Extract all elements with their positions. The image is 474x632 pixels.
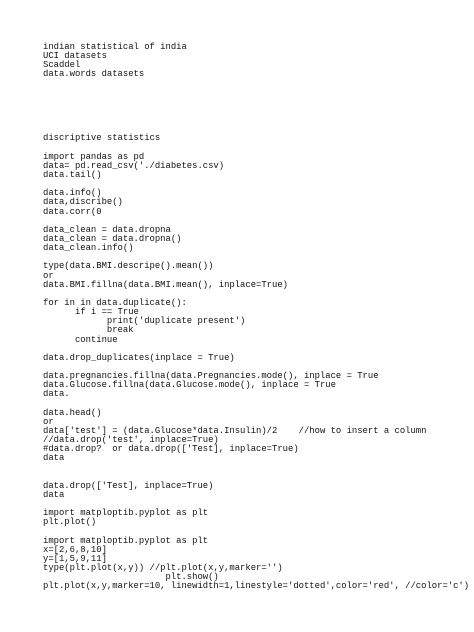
text-line: continue (43, 334, 118, 345)
text-line: data.tail() (43, 169, 102, 180)
text-line: x=[2,6,8,10] (43, 544, 107, 555)
text-line: import matploptib.pyplot as plt (43, 508, 209, 519)
text-line: plt.plot(x,y,marker=10, linewidth=1,linestyle='dotted',color='red', //color='c') (43, 581, 470, 592)
text-line: data['test'] = (data.Glucose*data.Insulin)/2 //how to insert a column (43, 425, 427, 436)
text-line: print('duplicate present') (43, 316, 246, 327)
text-line: data (43, 453, 65, 464)
blank-line (43, 180, 469, 189)
text-line: if i == True (43, 307, 139, 318)
text-line: import matploptib.pyplot as plt (43, 535, 209, 546)
text-line: data.drop_duplicates(inplace = True) (43, 352, 235, 363)
document-text (43, 43, 469, 591)
text-line: data.info() (43, 188, 102, 199)
text-line: plt.plot() (43, 517, 97, 528)
text-line: //data.drop('test', inplace=True) (43, 435, 219, 446)
text-line: data.Glucose.fillna(data.Glucose.mode(), inplace = True (43, 380, 336, 391)
text-line: data.drop(['Test], inplace=True) (43, 480, 214, 491)
text-line: Scaddel (43, 60, 81, 71)
text-line: type(data.BMI.descripe().mean()) (43, 261, 214, 272)
text-line: indian statistical of india (43, 42, 187, 52)
text-line: type(plt.plot(x,y)) //plt.plot(x,y,marker='') (43, 563, 283, 574)
text-line: data (43, 489, 65, 500)
blank-line (43, 98, 469, 107)
text-line: data.head() (43, 407, 102, 418)
text-line: data. (43, 389, 70, 400)
text-line: break (43, 325, 134, 336)
text-line: data_clean = data.dropna (43, 224, 171, 235)
text-line: UCI datasets (43, 51, 107, 62)
blank-line (43, 89, 469, 98)
text-line: data_clean.info() (43, 243, 134, 254)
text-line: discriptive statistics (43, 133, 161, 144)
blank-line (43, 80, 469, 89)
blank-line (43, 116, 469, 125)
text-line: #data.drop? or data.drop(['Test], inplace=True) (43, 444, 299, 455)
blank-line (43, 463, 469, 472)
text-line: data.BMI.fillna(data.BMI.mean(), inplace=True) (43, 279, 288, 290)
text-line: import pandas as pd (43, 151, 145, 162)
text-line: data.words datasets (43, 69, 145, 80)
text-line: y=[1,5,9,11] (43, 553, 107, 564)
text-line: or (43, 270, 54, 281)
text-line: data,discribe() (43, 197, 123, 208)
text-line: data_clean = data.dropna() (43, 233, 182, 244)
text-line: data= pd.read_csv('./diabetes.csv) (43, 160, 225, 171)
text-line: plt.show() (43, 572, 219, 583)
text-line: data.corr(0 (43, 206, 102, 217)
text-line: data.pregnancies.fillna(data.Pregnancies.mode(), inplace = True (43, 371, 379, 382)
text-line: or (43, 416, 54, 427)
blank-line (43, 399, 469, 408)
blank-line (43, 107, 469, 116)
text-line: for in in data.duplicate(): (43, 297, 187, 308)
